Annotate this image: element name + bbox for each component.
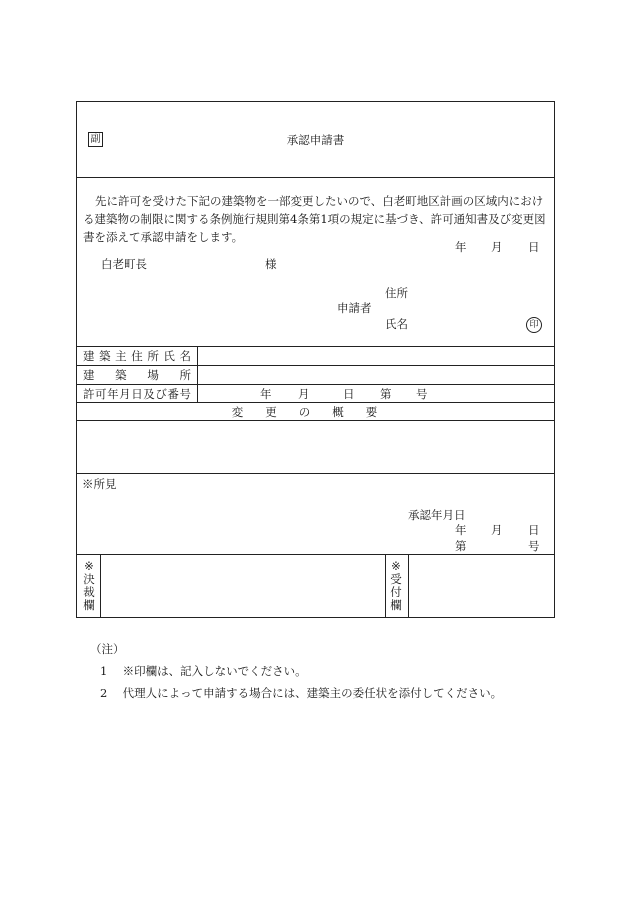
receipt-mark: ※	[391, 559, 401, 573]
divider	[77, 554, 554, 555]
note-text: ※印欄は、記入しないでください。	[122, 664, 307, 678]
approval-dai: 第	[455, 539, 467, 553]
divider	[77, 473, 554, 474]
location-label: 建築場所	[83, 368, 191, 382]
decision-column-divider	[100, 554, 101, 618]
remarks-label: ※所見	[82, 477, 117, 491]
addressee: 白老町長	[101, 257, 147, 271]
approval-year: 年	[455, 523, 467, 537]
date-day-label: 日	[528, 240, 540, 254]
decision-char-2: 裁	[83, 585, 95, 599]
form-title: 承認申請書	[286, 133, 345, 147]
decision-mark: ※	[84, 559, 94, 573]
label-column-divider	[197, 346, 198, 403]
receipt-column-label	[389, 560, 403, 612]
permit-year: 年	[260, 387, 272, 401]
name-label: 氏名	[385, 317, 408, 331]
approval-month: 月	[491, 523, 503, 537]
copy-mark: 副	[88, 132, 103, 147]
location-row	[77, 366, 197, 384]
approval-day: 日	[528, 523, 540, 537]
note-number: 2	[100, 686, 108, 700]
statement-text: 先に許可を受けた下記の建築物を一部変更したいので、白老町地区計画の区域内における建築物の制限に関する条例施行規則第4条第1項の規定に基づき、許可通知書及び変更図書を添えて承認申請をします。	[83, 194, 546, 244]
approval-go: 号	[528, 539, 540, 553]
note-number: 1	[100, 664, 108, 678]
note-item	[90, 682, 502, 704]
decision-char-3: 欄	[83, 598, 95, 612]
honorific: 様	[265, 257, 277, 271]
owner-label: 建築主住所氏名	[83, 349, 191, 363]
receipt-char-3: 欄	[390, 598, 402, 612]
receipt-char-1: 受	[390, 572, 402, 586]
note-item	[90, 660, 502, 682]
notes-section	[90, 638, 502, 704]
permit-month: 月	[298, 387, 310, 401]
statement-paragraph	[83, 192, 551, 246]
receipt-char-2: 付	[390, 585, 402, 599]
application-form	[76, 101, 555, 618]
divider	[77, 420, 554, 421]
permit-go: 号	[416, 387, 428, 401]
owner-row	[77, 347, 197, 365]
address-label: 住所	[385, 286, 408, 300]
decision-column-label	[82, 560, 96, 612]
date-year-label: 年	[455, 240, 467, 254]
receipt-column-divider-left	[385, 554, 386, 618]
change-summary-heading: 変更の概要	[231, 405, 400, 419]
applicant-label: 申請者	[337, 301, 372, 315]
divider	[77, 177, 554, 178]
seal-icon: 印	[526, 317, 542, 333]
date-month-label: 月	[491, 240, 503, 254]
divider	[77, 402, 554, 403]
receipt-column-divider-right	[408, 554, 409, 618]
permit-dai: 第	[380, 387, 392, 401]
decision-char-1: 決	[83, 572, 95, 586]
notes-heading: （注）	[90, 642, 125, 656]
approval-date-label: 承認年月日	[408, 508, 466, 522]
permit-day: 日	[343, 387, 355, 401]
note-text: 代理人によって申請する場合には、建築主の委任状を添付してください。	[122, 686, 503, 700]
permit-row	[77, 385, 197, 403]
permit-label: 許可年月日及び番号	[83, 387, 191, 401]
